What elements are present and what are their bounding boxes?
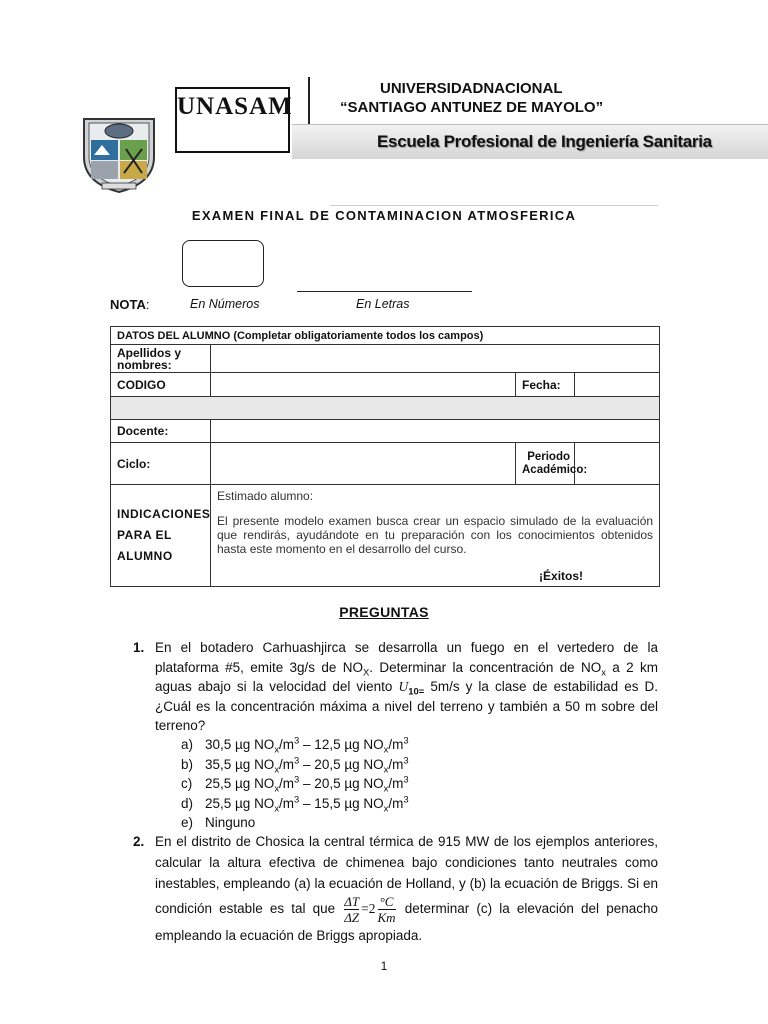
names-field[interactable]: [211, 345, 660, 373]
code-field[interactable]: [211, 373, 516, 397]
table-row: [111, 420, 660, 443]
cycle-field[interactable]: [211, 443, 516, 485]
instructions-label: INDICACIONES PARA EL ALUMNO: [111, 485, 211, 587]
code-label: CODIGO: [111, 373, 211, 397]
question-1: 1. En el botadero Carhuashjirca se desarrolla un fuego en el vertedero de la plataforma #5, emite 3g/s de $NO_X$. Determinar la concentración de $NO_x$ a 2 km aguas abajo si la velocidad del viento $U_{10=}$ 5m/s y la clase de estabilidad es D. ¿Cuál es la concentración máxima a nivel del terreno y también a 50 m sobre del terreno?: [133, 640, 659, 733]
option-a[interactable]: a) 30,5 µg $NO_x/m^3 - 12,5$ µg $NO_x/m^3$: [181, 735, 409, 756]
table-row: [111, 397, 660, 420]
nota-label: NOTA:: [110, 297, 150, 312]
table-row: [111, 443, 660, 485]
table-header: DATOS DEL ALUMNO (Completar obligatoriamente todos los campos): [111, 327, 660, 345]
university-subname: “SANTIAGO ANTUNEZ DE MAYOLO”: [340, 99, 604, 116]
period-label: Periodo Académico:: [516, 443, 575, 485]
page-number: 1: [380, 959, 388, 973]
numbers-label: En Números: [190, 297, 260, 311]
title-rule: [330, 205, 658, 206]
shaded-separator: [111, 397, 660, 420]
student-data-table: [110, 326, 660, 587]
instructions-closing: ¡Éxitos!: [539, 569, 584, 583]
unasam-logo-box: UNASAM: [175, 87, 290, 153]
fraction-c-km: $\frac{^\circ C}{Km}$: [377, 894, 396, 925]
instructions-greeting: Estimado alumno:: [217, 489, 314, 503]
letters-label: En Letras: [356, 297, 410, 311]
grade-letters-line[interactable]: [297, 291, 472, 292]
option-b[interactable]: b) 35,5 µg $NO_x/m^3 - 20,5$ µg $NO_x/m^3$: [181, 755, 409, 776]
option-e[interactable]: e) Ninguno: [181, 815, 256, 830]
question-2: 2. En el distrito de Chosica la central térmica de 915 MW de los ejemplos anteriores, calcular la altura efectiva de chimenea bajo condiciones tanto neutrales como inestables, empleando (a) la ecuación de Holland, y (b) la ecuación de Briggs. Si en condición estable es tal que $\frac{\Delta T}{\Delta Z}$ =2 $\frac{^\circ C}{Km}$ determinar (c) la elevación del penacho empleando la ecuación de Briggs apropiada.: [155, 831, 658, 946]
exam-title: EXAMEN FINAL DE CONTAMINACION ATMOSFERICA: [191, 208, 577, 223]
university-seal-icon: [80, 113, 158, 193]
instructions-text: El presente modelo examen busca crear un espacio simulado de la evaluación que rendirás, ayudándote en tu preparación con los conocimientos obtenidos hasta este momento en el desarrollo del curso.: [217, 514, 654, 556]
cycle-label: Ciclo:: [111, 443, 211, 485]
question-number: 2.: [133, 834, 145, 849]
date-field[interactable]: [575, 373, 660, 397]
school-banner: [292, 124, 768, 159]
university-name: UNIVERSIDADNACIONAL: [380, 80, 563, 97]
period-field[interactable]: [575, 443, 660, 485]
names-label: Apellidos y nombres:: [111, 345, 211, 373]
school-name: Escuela Profesional de Ingeniería Sanitaria: [377, 132, 712, 151]
table-header-row: [111, 327, 660, 345]
teacher-label: Docente:: [111, 420, 211, 443]
option-d[interactable]: d) 25,5 µg $NO_x/m^3 - 15,5$ µg $NO_x/m^3$: [181, 794, 409, 815]
date-label: Fecha:: [516, 373, 575, 397]
question-number: 1.: [133, 640, 145, 655]
option-c[interactable]: c) 25,5 µg $NO_x/m^3 - 20,5$ µg $NO_x/m^3$: [181, 774, 409, 795]
table-row: [111, 345, 660, 373]
fraction-dt-dz: $\frac{\Delta T}{\Delta Z}$: [344, 894, 360, 925]
question-1-options: [181, 735, 409, 833]
instructions-body: [211, 485, 660, 587]
questions-heading: PREGUNTAS: [339, 604, 429, 620]
table-row: [111, 373, 660, 397]
grade-number-box[interactable]: [182, 240, 264, 287]
table-row: [111, 485, 660, 587]
teacher-field[interactable]: [211, 420, 660, 443]
